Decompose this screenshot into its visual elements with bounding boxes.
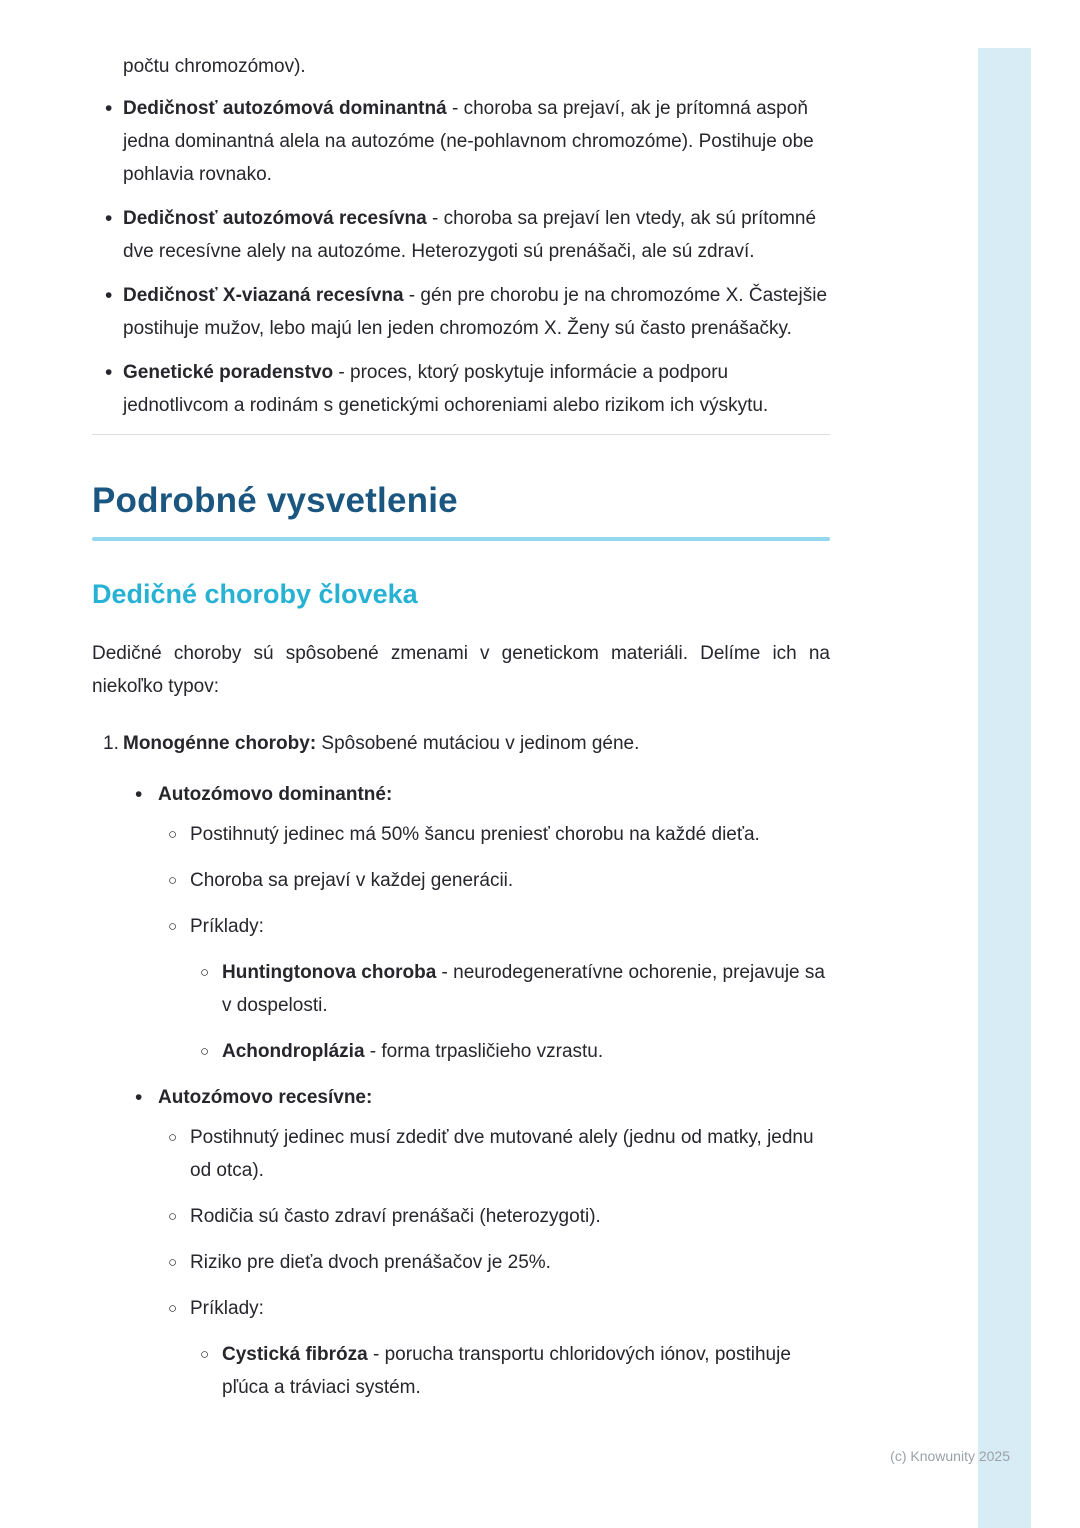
- sublist-heading: [92, 1081, 830, 1114]
- sublist-heading-text: [158, 778, 830, 811]
- term-bold: Cystická fibróza: [222, 1344, 368, 1365]
- intro-paragraph: Dedičné choroby sú spôsobené zmenami v genetickom materiáli. Delíme ich na niekoľko typov:: [92, 643, 830, 697]
- page-content: [92, 0, 830, 1417]
- term-definition: - proces, ktorý poskytuje informácie a podporu jednotlivcom a rodinám s genetickými ochoreniami alebo rizikom ich výskytu.: [123, 362, 769, 416]
- list-item: [92, 818, 830, 851]
- page-title: Podrobné vysvetlenie: [92, 481, 458, 520]
- list-item-text: Príklady:: [190, 916, 264, 937]
- term-definition: - gén pre chorobu je na chromozóme X. Častejšie postihuje mužov, lebo majú len jeden chromozóm X. Ženy sú často prenášačky.: [123, 285, 828, 339]
- list-item-text: [123, 279, 830, 345]
- circle-bullet-icon: ○: [200, 964, 210, 981]
- term-definition: - choroba sa prejaví, ak je prítomná aspoň jedna dominantná alela na autozóme (ne-pohlavnom chromozóme). Postihuje obe pohlavia rovnako.: [123, 98, 814, 185]
- term-bold: Dedičnosť autozómová dominantná: [123, 98, 447, 119]
- term-definition: - porucha transportu chloridových iónov, postihuje pľúca a tráviaci systém.: [222, 1344, 791, 1398]
- circle-bullet-icon: ○: [168, 1254, 178, 1271]
- page-edge-stripe: [978, 48, 1031, 1528]
- section-divider: [92, 434, 830, 435]
- numbered-item-text: [123, 727, 830, 760]
- example-item: [92, 1035, 830, 1068]
- example-item-text: [222, 1338, 830, 1404]
- circle-bullet-icon: ○: [168, 1129, 178, 1146]
- sublist-heading: [92, 778, 830, 811]
- example-item-text: [222, 956, 830, 1022]
- list-item-text: Postihnutý jedinec musí zdediť dve mutované alely (jednu od matky, jednu od otca).: [190, 1127, 814, 1181]
- list-item: [92, 1292, 830, 1325]
- list-item: [92, 356, 830, 422]
- bullet-icon: •: [105, 207, 113, 230]
- bullet-icon: •: [135, 783, 143, 806]
- list-item: [92, 202, 830, 268]
- list-item: [92, 1121, 830, 1187]
- section-heading: Dedičné choroby človeka: [92, 579, 418, 609]
- list-item: [92, 1200, 830, 1233]
- list-item-text: Riziko pre dieťa dvoch prenášačov je 25%.: [190, 1252, 551, 1273]
- term-bold: Huntingtonova choroba: [222, 962, 437, 983]
- list-item: [92, 1246, 830, 1279]
- list-item: [92, 279, 830, 345]
- term-bold: Achondroplázia: [222, 1041, 365, 1062]
- term-definition: - choroba sa prejaví len vtedy, ak sú prítomné dve recesívne alely na autozóme. Heterozygoti sú prenášači, ale sú zdraví.: [123, 208, 817, 262]
- bullet-icon: •: [105, 361, 113, 384]
- term-definition: - neurodegeneratívne ochorenie, prejavuje sa v dospelosti.: [222, 962, 825, 1016]
- list-item: [92, 92, 830, 191]
- sublist-heading-text: [158, 1081, 830, 1114]
- circle-bullet-icon: ○: [168, 1208, 178, 1225]
- term-definition: Spôsobené mutáciou v jedinom géne.: [316, 733, 640, 754]
- term-bold: Dedičnosť X-viazaná recesívna: [123, 285, 404, 306]
- list-item-text: Postihnutý jedinec má 50% šancu preniesť chorobu na každé dieťa.: [190, 824, 760, 845]
- example-item-text: [222, 1035, 830, 1068]
- term-bold: Autozómovo dominantné:: [158, 784, 393, 805]
- list-item: [92, 910, 830, 943]
- bullet-icon: •: [135, 1086, 143, 1109]
- circle-bullet-icon: ○: [168, 918, 178, 935]
- list-item-text: [123, 356, 830, 422]
- list-item-text: [123, 202, 830, 268]
- circle-bullet-icon: ○: [200, 1043, 210, 1060]
- term-bold: Autozómovo recesívne:: [158, 1087, 373, 1108]
- list-item-text: Choroba sa prejaví v každej generácii.: [190, 870, 514, 891]
- circle-bullet-icon: ○: [168, 826, 178, 843]
- list-item-text: [123, 92, 830, 191]
- circle-bullet-icon: ○: [200, 1346, 210, 1363]
- circle-bullet-icon: ○: [168, 872, 178, 889]
- number-marker: 1.: [103, 733, 119, 754]
- term-bold: Dedičnosť autozómová recesívna: [123, 208, 427, 229]
- term-definition: - forma trpasličieho vzrastu.: [364, 1041, 604, 1062]
- example-item: [92, 1338, 830, 1404]
- title-underline: [92, 537, 830, 541]
- circle-bullet-icon: ○: [168, 1300, 178, 1317]
- numbered-item: [92, 727, 830, 760]
- watermark: (c) Knowunity 2025: [890, 1448, 1010, 1464]
- continuation-text: počtu chromozómov).: [123, 56, 306, 77]
- list-item-text: Rodičia sú často zdraví prenášači (heterozygoti).: [190, 1206, 601, 1227]
- example-item: [92, 956, 830, 1022]
- list-item: [92, 864, 830, 897]
- term-bold: Genetické poradenstvo: [123, 362, 334, 383]
- bullet-icon: •: [105, 284, 113, 307]
- list-item-text: Príklady:: [190, 1298, 264, 1319]
- term-bold: Monogénne choroby:: [123, 733, 317, 754]
- bullet-icon: •: [105, 97, 113, 120]
